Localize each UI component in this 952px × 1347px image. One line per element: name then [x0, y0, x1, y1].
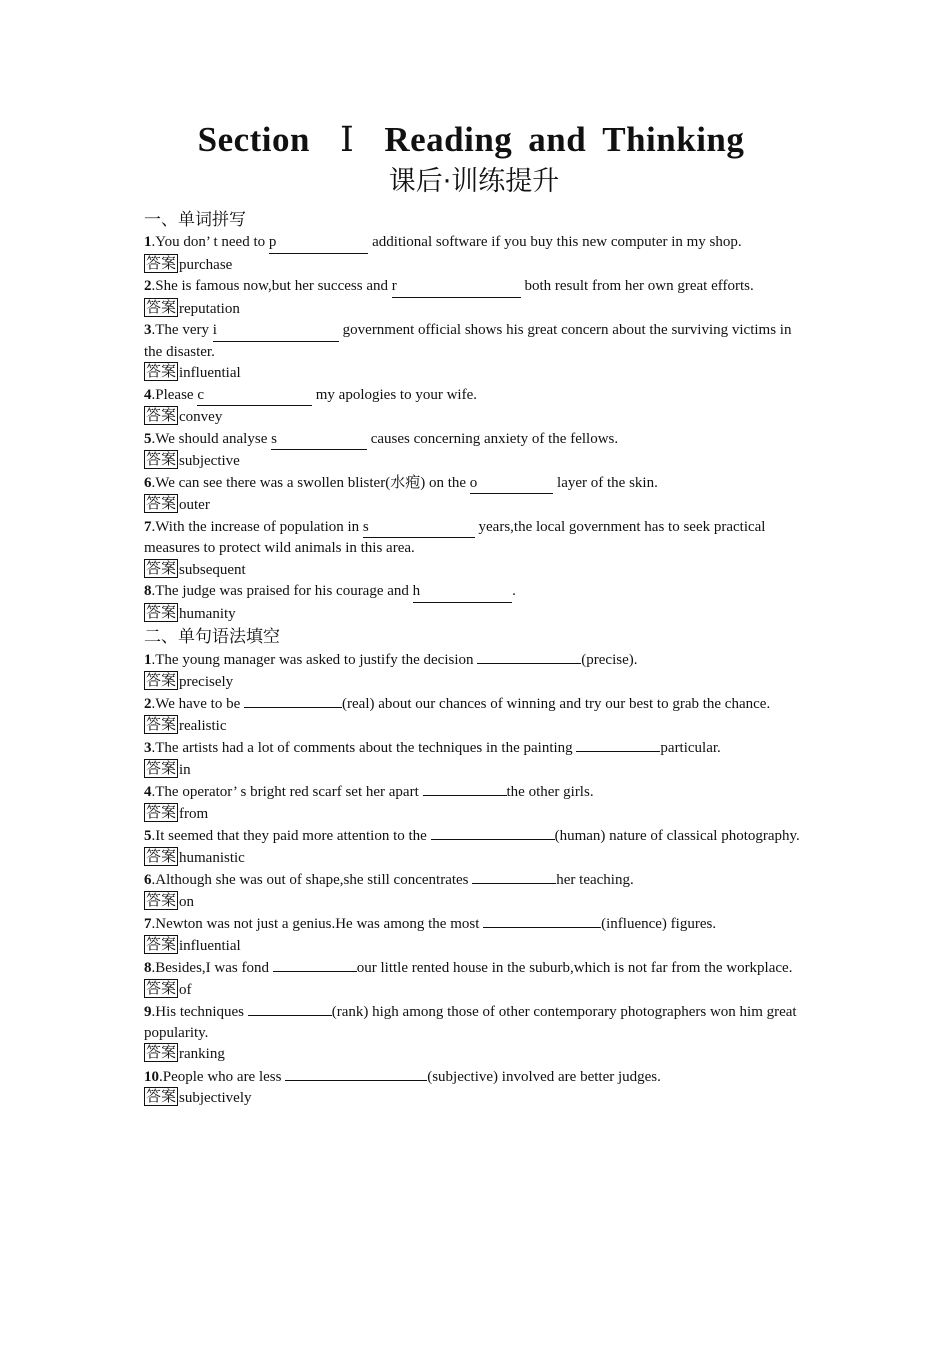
question-text [144, 869, 804, 891]
hint-letter: o [470, 473, 554, 495]
answer-line [144, 450, 804, 473]
answer-line [144, 759, 804, 782]
section-word: Section [197, 120, 310, 159]
hint-letter: r [392, 276, 521, 298]
answer-line [144, 671, 804, 694]
question-text [144, 517, 804, 559]
question-before-blank: .The artists had a lot of comments about the techniques in the painting [151, 740, 577, 756]
question-number: 3 [144, 322, 152, 338]
answer-blank[interactable] [273, 957, 357, 972]
question-number: 1 [144, 234, 152, 250]
answer-line [144, 298, 804, 321]
hint-letter: h [413, 581, 513, 603]
answer-text: ranking [179, 1046, 225, 1062]
question-text [144, 320, 804, 362]
answer-line [144, 559, 804, 582]
question-after-blank: (precise). [581, 652, 638, 668]
question-before-blank: .It seemed that they paid more attention to the [151, 828, 431, 844]
question-number: 4 [144, 784, 152, 800]
question-before-blank: .You don’ t need to [151, 234, 269, 250]
question-text [144, 693, 804, 715]
part1-heading: 一、单词拼写 [144, 210, 246, 230]
question-number: 6 [144, 872, 152, 888]
question-after-blank: additional software if you buy this new computer in my shop. [368, 234, 742, 250]
question-number: 5 [144, 430, 152, 447]
hint-letter: p [269, 232, 369, 254]
answer-line [144, 254, 804, 277]
question-after-blank: particular. [660, 740, 721, 756]
question-after-blank: the other girls. [506, 784, 594, 800]
part2-heading: 二、单句语法填空 [144, 627, 280, 647]
answer-tag: 答案 [146, 1043, 177, 1061]
answer-tag: 答案 [146, 253, 177, 272]
question-number: 9 [144, 1004, 152, 1020]
answer-tag: 答案 [146, 978, 177, 997]
question-text [144, 1001, 804, 1043]
question-before-blank: .The young manager was asked to justify the decision [151, 652, 478, 668]
answer-line [144, 891, 804, 914]
section-title [138, 118, 804, 162]
answer-tag: 答案 [146, 934, 177, 953]
section-roman-numeral: Ⅰ [340, 120, 355, 159]
question-text [144, 825, 804, 847]
answer-text: subjective [179, 453, 240, 469]
question-after-blank: my apologies to your wife. [312, 386, 477, 403]
answer-line [144, 803, 804, 826]
question-before-blank: .People who are less [159, 1068, 286, 1085]
question-before-blank: .The very [151, 322, 213, 338]
question-after-blank: government official shows his great concern about the surviving victims in the disaster. [144, 322, 792, 360]
answer-tag: 答案 [146, 297, 177, 316]
answer-text: from [179, 805, 209, 822]
answer-blank[interactable] [431, 825, 555, 840]
answer-text: outer [179, 497, 210, 513]
question-number: 7 [144, 916, 152, 932]
question-number: 4 [144, 386, 152, 403]
question-after-blank: her teaching. [556, 872, 634, 888]
answer-tag: 答案 [146, 494, 177, 512]
answer-tag: 答案 [146, 714, 177, 733]
question-text [144, 649, 804, 671]
answer-blank[interactable] [285, 1066, 427, 1081]
answer-text: realistic [179, 717, 227, 734]
question-before-blank: .The judge was praised for his courage and [151, 583, 413, 599]
answer-text: influential [179, 365, 241, 381]
answer-tag: 答案 [146, 1087, 177, 1105]
question-text [144, 913, 804, 935]
answer-text: reputation [179, 300, 240, 317]
answer-blank[interactable] [576, 737, 660, 752]
question-number: 3 [144, 740, 152, 756]
answer-blank[interactable] [423, 781, 507, 796]
question-before-blank: .Please [151, 386, 198, 403]
question-text [144, 581, 804, 603]
question-before-blank: .We have to be [151, 696, 245, 712]
question-number: 5 [144, 828, 152, 844]
answer-line [144, 935, 804, 958]
answer-tag: 答案 [146, 602, 177, 621]
answer-line [144, 1087, 804, 1110]
question-after-blank: (real) about our chances of winning and try our best to grab the chance. [342, 696, 771, 712]
answer-text: influential [179, 937, 241, 954]
title-word-thinking: Thinking [602, 120, 745, 159]
answer-tag: 答案 [146, 846, 177, 865]
answer-text: on [179, 893, 195, 910]
answer-tag: 答案 [146, 362, 177, 380]
answer-line [144, 494, 804, 517]
question-number: 10 [144, 1068, 159, 1085]
question-after-blank: . [512, 583, 516, 599]
question-number: 8 [144, 960, 152, 976]
hint-letter: s [363, 517, 475, 539]
question-number: 1 [144, 652, 152, 668]
question-after-blank: (subjective) involved are better judges. [427, 1068, 661, 1085]
answer-tag: 答案 [146, 406, 177, 424]
question-after-blank: (rank) high among those of other contemporary photographers won him great popularity. [144, 1004, 797, 1041]
answer-text: subsequent [179, 561, 246, 578]
question-text [144, 1066, 804, 1088]
answer-blank[interactable] [472, 869, 556, 884]
answer-line [144, 715, 804, 738]
answer-blank[interactable] [248, 1001, 332, 1016]
answer-line [144, 847, 804, 870]
question-before-blank: .We should analyse [151, 430, 272, 447]
hint-letter: s [271, 429, 367, 451]
answer-text: humanistic [179, 849, 245, 866]
answer-tag: 答案 [146, 890, 177, 909]
part2-question-list [144, 649, 804, 1110]
question-before-blank: .We can see there was a swollen blister(水疱) on the [151, 474, 470, 491]
answer-tag: 答案 [146, 670, 177, 689]
answer-text: purchase [179, 256, 233, 273]
answer-tag: 答案 [146, 558, 177, 577]
question-text [144, 957, 804, 979]
question-after-blank: (human) nature of classical photography. [554, 828, 800, 844]
answer-line [144, 603, 804, 626]
answer-line [144, 1043, 804, 1066]
question-number: 8 [144, 583, 152, 599]
answer-line [144, 362, 804, 385]
question-text [144, 473, 804, 495]
answer-line [144, 979, 804, 1002]
question-after-blank: (influence) figures. [601, 916, 717, 932]
answer-text: convey [179, 409, 223, 425]
answer-text: humanity [179, 605, 236, 622]
answer-text: subjectively [179, 1090, 252, 1106]
answer-blank[interactable] [477, 649, 581, 664]
question-before-blank: .His techniques [151, 1004, 248, 1020]
question-before-blank: .Besides,I was fond [151, 960, 273, 976]
answer-blank[interactable] [244, 693, 342, 708]
answer-line [144, 406, 804, 429]
answer-text: of [179, 981, 192, 998]
answer-tag: 答案 [146, 450, 177, 468]
question-after-blank: layer of the skin. [553, 474, 658, 491]
hint-letter: c [197, 385, 312, 407]
question-text [144, 276, 804, 298]
title-word-and: and [528, 120, 587, 159]
worksheet-page [144, 118, 804, 1110]
question-before-blank: .The operator’ s bright red scarf set her apart [151, 784, 423, 800]
question-after-blank: years,the local government has to seek practical measures to protect wild animals in this area. [144, 518, 766, 556]
question-text [144, 781, 804, 803]
answer-text: precisely [179, 673, 234, 690]
hint-letter: i [213, 320, 339, 342]
answer-text: in [179, 761, 191, 778]
question-number: 2 [144, 278, 152, 294]
question-after-blank: both result from her own great efforts. [520, 278, 754, 294]
part1-question-list [144, 232, 804, 625]
question-number: 6 [144, 474, 152, 491]
question-text [144, 737, 804, 759]
question-number: 7 [144, 518, 152, 535]
question-before-blank: .Although she was out of shape,she still concentrates [151, 872, 473, 888]
subtitle: 课后·训练提升 [388, 166, 560, 197]
question-number: 2 [144, 696, 152, 712]
answer-tag: 答案 [146, 758, 177, 777]
answer-tag: 答案 [146, 802, 177, 821]
question-text [144, 385, 804, 407]
question-text [144, 429, 804, 451]
question-before-blank: .With the increase of population in [151, 518, 363, 535]
answer-blank[interactable] [483, 913, 601, 928]
question-after-blank: our little rented house in the suburb,which is not far from the workplace. [356, 960, 793, 976]
question-text [144, 232, 804, 254]
question-before-blank: .Newton was not just a genius.He was among the most [151, 916, 484, 932]
question-before-blank: .She is famous now,but her success and [151, 278, 392, 294]
title-word-reading: Reading [384, 120, 513, 159]
question-after-blank: causes concerning anxiety of the fellows. [366, 430, 619, 447]
